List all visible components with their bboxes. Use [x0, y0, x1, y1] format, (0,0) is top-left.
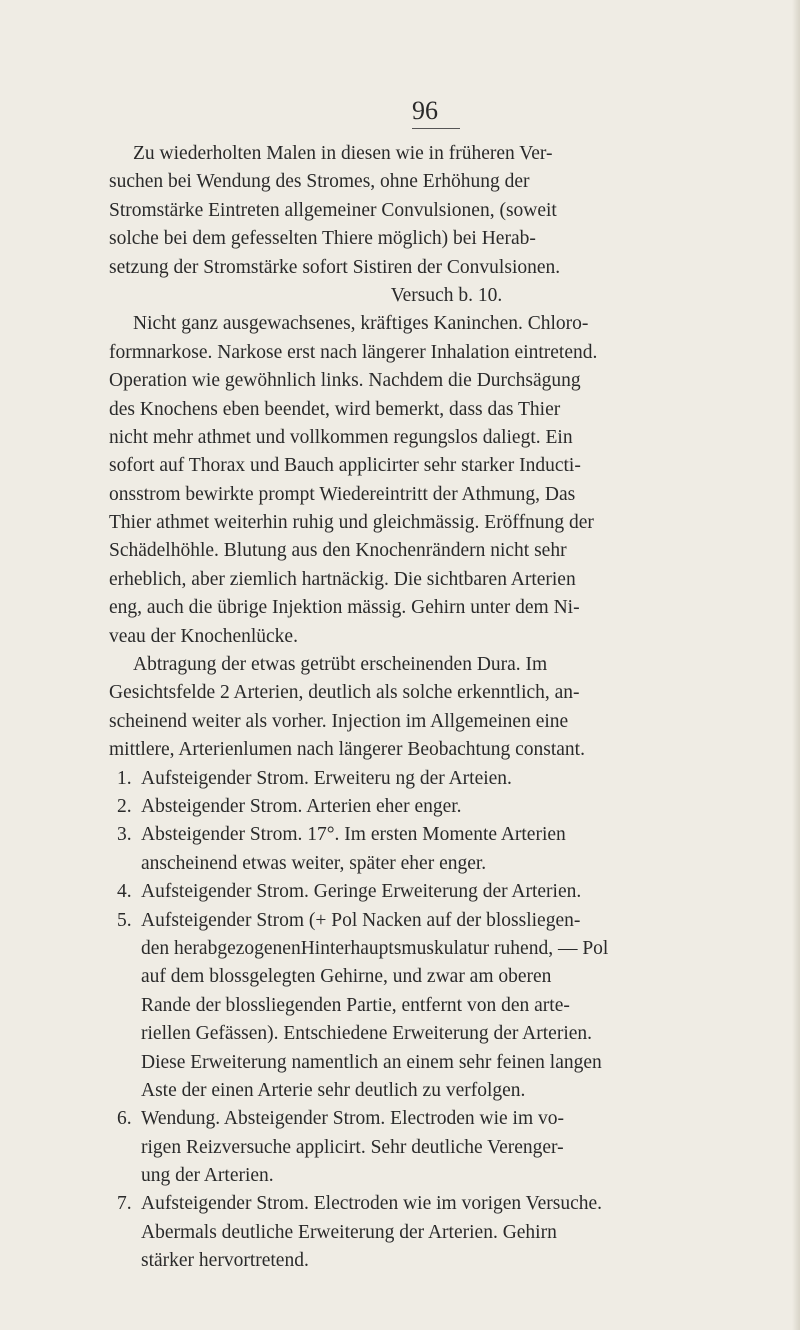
text-line-content: nicht mehr athmet und vollkommen regungslos daliegt. Ein — [109, 426, 573, 448]
text-line — [109, 623, 784, 651]
list-item-line — [109, 1190, 784, 1218]
text-line-content: des Knochens eben beendet, wird bemerkt, dass das Thier — [109, 398, 561, 420]
list-item-text: riellen Gefässen). Entschiedene Erweiterung der Arterien. — [141, 1023, 593, 1045]
list-item-line — [109, 935, 784, 963]
list-item — [109, 878, 784, 906]
text-line — [109, 708, 784, 736]
intro-paragraph — [109, 140, 784, 282]
list-item-text: Aste der einen Arterie sehr deutlich zu verfolgen. — [141, 1079, 526, 1101]
list-item-text: anscheinend etwas weiter, später eher enger. — [141, 852, 487, 874]
list-item-line — [109, 907, 784, 935]
text-line — [109, 140, 784, 168]
text-line-content: scheinend weiter als vorher. Injection im Allgemeinen eine — [109, 710, 569, 732]
list-item-text: stärker hervortretend. — [141, 1250, 309, 1272]
list-item-number: 7. — [117, 1193, 132, 1215]
list-item-text: Rande der blossliegenden Partie, entfernt von den arte- — [141, 994, 570, 1016]
list-item-line — [109, 1077, 784, 1105]
list-item-text: rigen Reizversuche applicirt. Sehr deutliche Verenger- — [141, 1136, 564, 1158]
page-number: 96 — [412, 96, 460, 129]
text-line-content: sofort auf Thorax und Bauch applicirter sehr starker Inducti- — [109, 455, 581, 477]
list-item-line — [109, 765, 784, 793]
text-line-content: suchen bei Wendung des Stromes, ohne Erhöhung der — [109, 171, 530, 193]
text-line — [109, 537, 784, 565]
list-item-text: Absteigender Strom. Arterien eher enger. — [141, 795, 462, 817]
text-line-content: mittlere, Arterienlumen nach längerer Beobachtung constant. — [109, 739, 585, 761]
list-item-line — [109, 1219, 784, 1247]
text-line — [109, 168, 784, 196]
text-line-content: setzung der Stromstärke sofort Sistiren der Convulsionen. — [109, 256, 561, 278]
text-line — [109, 424, 784, 452]
list-item-line — [109, 963, 784, 991]
text-body — [109, 140, 784, 1276]
text-line — [109, 339, 784, 367]
text-line-content: veau der Knochenlücke. — [109, 625, 298, 647]
section-heading: Versuch b. 10. — [390, 284, 503, 306]
list-item-line — [109, 1020, 784, 1048]
list-item-text: Wendung. Absteigender Strom. Electroden wie im vo- — [141, 1108, 565, 1130]
list-item-number: 5. — [117, 909, 132, 931]
text-line-content: Operation wie gewöhnlich links. Nachdem die Durchsägung — [109, 370, 581, 392]
list-item — [109, 1105, 784, 1190]
text-line — [109, 254, 784, 282]
text-line-content: onsstrom bewirkte prompt Wiedereintritt der Athmung, Das — [109, 483, 576, 505]
list-item-number: 2. — [117, 795, 132, 817]
text-line-content: Zu wiederholten Malen in diesen wie in früheren Ver- — [133, 143, 553, 164]
list-item-line — [109, 850, 784, 878]
list-item-line — [109, 1247, 784, 1275]
list-item-number: 1. — [117, 767, 132, 789]
text-line-content: erheblich, aber ziemlich hartnäckig. Die sichtbaren Arterien — [109, 568, 576, 590]
text-line — [109, 651, 784, 679]
paragraph-2 — [109, 651, 784, 765]
list-item — [109, 821, 784, 878]
list-item-text: auf dem blossgelegten Gehirne, und zwar am oberen — [141, 966, 552, 988]
list-item — [109, 907, 784, 1106]
list-item — [109, 793, 784, 821]
text-line — [109, 367, 784, 395]
paragraph-1 — [109, 310, 784, 651]
list-item-text: Aufsteigender Strom (+ Pol Nacken auf der blossliegen- — [141, 909, 581, 931]
numbered-list — [109, 765, 784, 1276]
text-line-content: formnarkose. Narkose erst nach längerer Inhalation eintretend. — [109, 341, 598, 363]
list-item-text: Aufsteigender Strom. Electroden wie im vorigen Versuche. — [141, 1193, 603, 1215]
list-item-text: Diese Erweiterung namentlich an einem sehr feinen langen — [141, 1051, 602, 1073]
text-line-content: Gesichtsfelde 2 Arterien, deutlich als solche erkenntlich, an- — [109, 682, 580, 704]
text-line-content: Stromstärke Eintreten allgemeiner Convulsionen, (soweit — [109, 199, 557, 221]
text-line — [109, 509, 784, 537]
text-line — [109, 481, 784, 509]
list-item-line — [109, 992, 784, 1020]
list-item-text: ung der Arterien. — [141, 1165, 274, 1187]
list-item-text: den herabgezogenenHinterhauptsmuskulatur ruhend, — Pol — [141, 937, 609, 959]
list-item — [109, 1190, 784, 1275]
list-item-line — [109, 878, 784, 906]
list-item-text: Absteigender Strom. 17°. Im ersten Momente Arterien — [141, 824, 566, 846]
text-line-content: eng, auch die übrige Injektion mässig. Gehirn unter dem Ni- — [109, 597, 580, 619]
list-item-number: 4. — [117, 881, 132, 903]
list-item-number: 6. — [117, 1108, 132, 1130]
text-line — [109, 566, 784, 594]
list-item-text: Abermals deutliche Erweiterung der Arterien. Gehirn — [141, 1221, 557, 1243]
text-line-content: Schädelhöhle. Blutung aus den Knochenrändern nicht sehr — [109, 540, 567, 562]
list-item-text: Aufsteigender Strom. Erweiteru ng der Arteien. — [141, 767, 512, 789]
list-item — [109, 765, 784, 793]
text-line-content: solche bei dem gefesselten Thiere möglich) bei Herab- — [109, 228, 536, 250]
list-item-line — [109, 1162, 784, 1190]
text-line — [109, 225, 784, 253]
list-item-line — [109, 1049, 784, 1077]
text-line — [109, 452, 784, 480]
list-item-text: Aufsteigender Strom. Geringe Erweiterung der Arterien. — [141, 881, 582, 903]
list-item-line — [109, 821, 784, 849]
text-line-content: Nicht ganz ausgewachsenes, kräftiges Kaninchen. Chloro- — [133, 313, 589, 335]
text-line — [109, 679, 784, 707]
text-line — [109, 396, 784, 424]
text-line — [109, 197, 784, 225]
text-line-content: Thier athmet weiterhin ruhig und gleichmässig. Eröffnung der — [109, 512, 594, 534]
text-line — [109, 310, 784, 338]
text-line — [109, 736, 784, 764]
list-item-line — [109, 793, 784, 821]
text-line-content: Abtragung der etwas getrübt erscheinenden Dura. Im — [133, 654, 548, 676]
list-item-number: 3. — [117, 824, 132, 846]
page-edge-shadow — [792, 0, 800, 1330]
text-line — [109, 594, 784, 622]
list-item-line — [109, 1134, 784, 1162]
list-item-line — [109, 1105, 784, 1133]
